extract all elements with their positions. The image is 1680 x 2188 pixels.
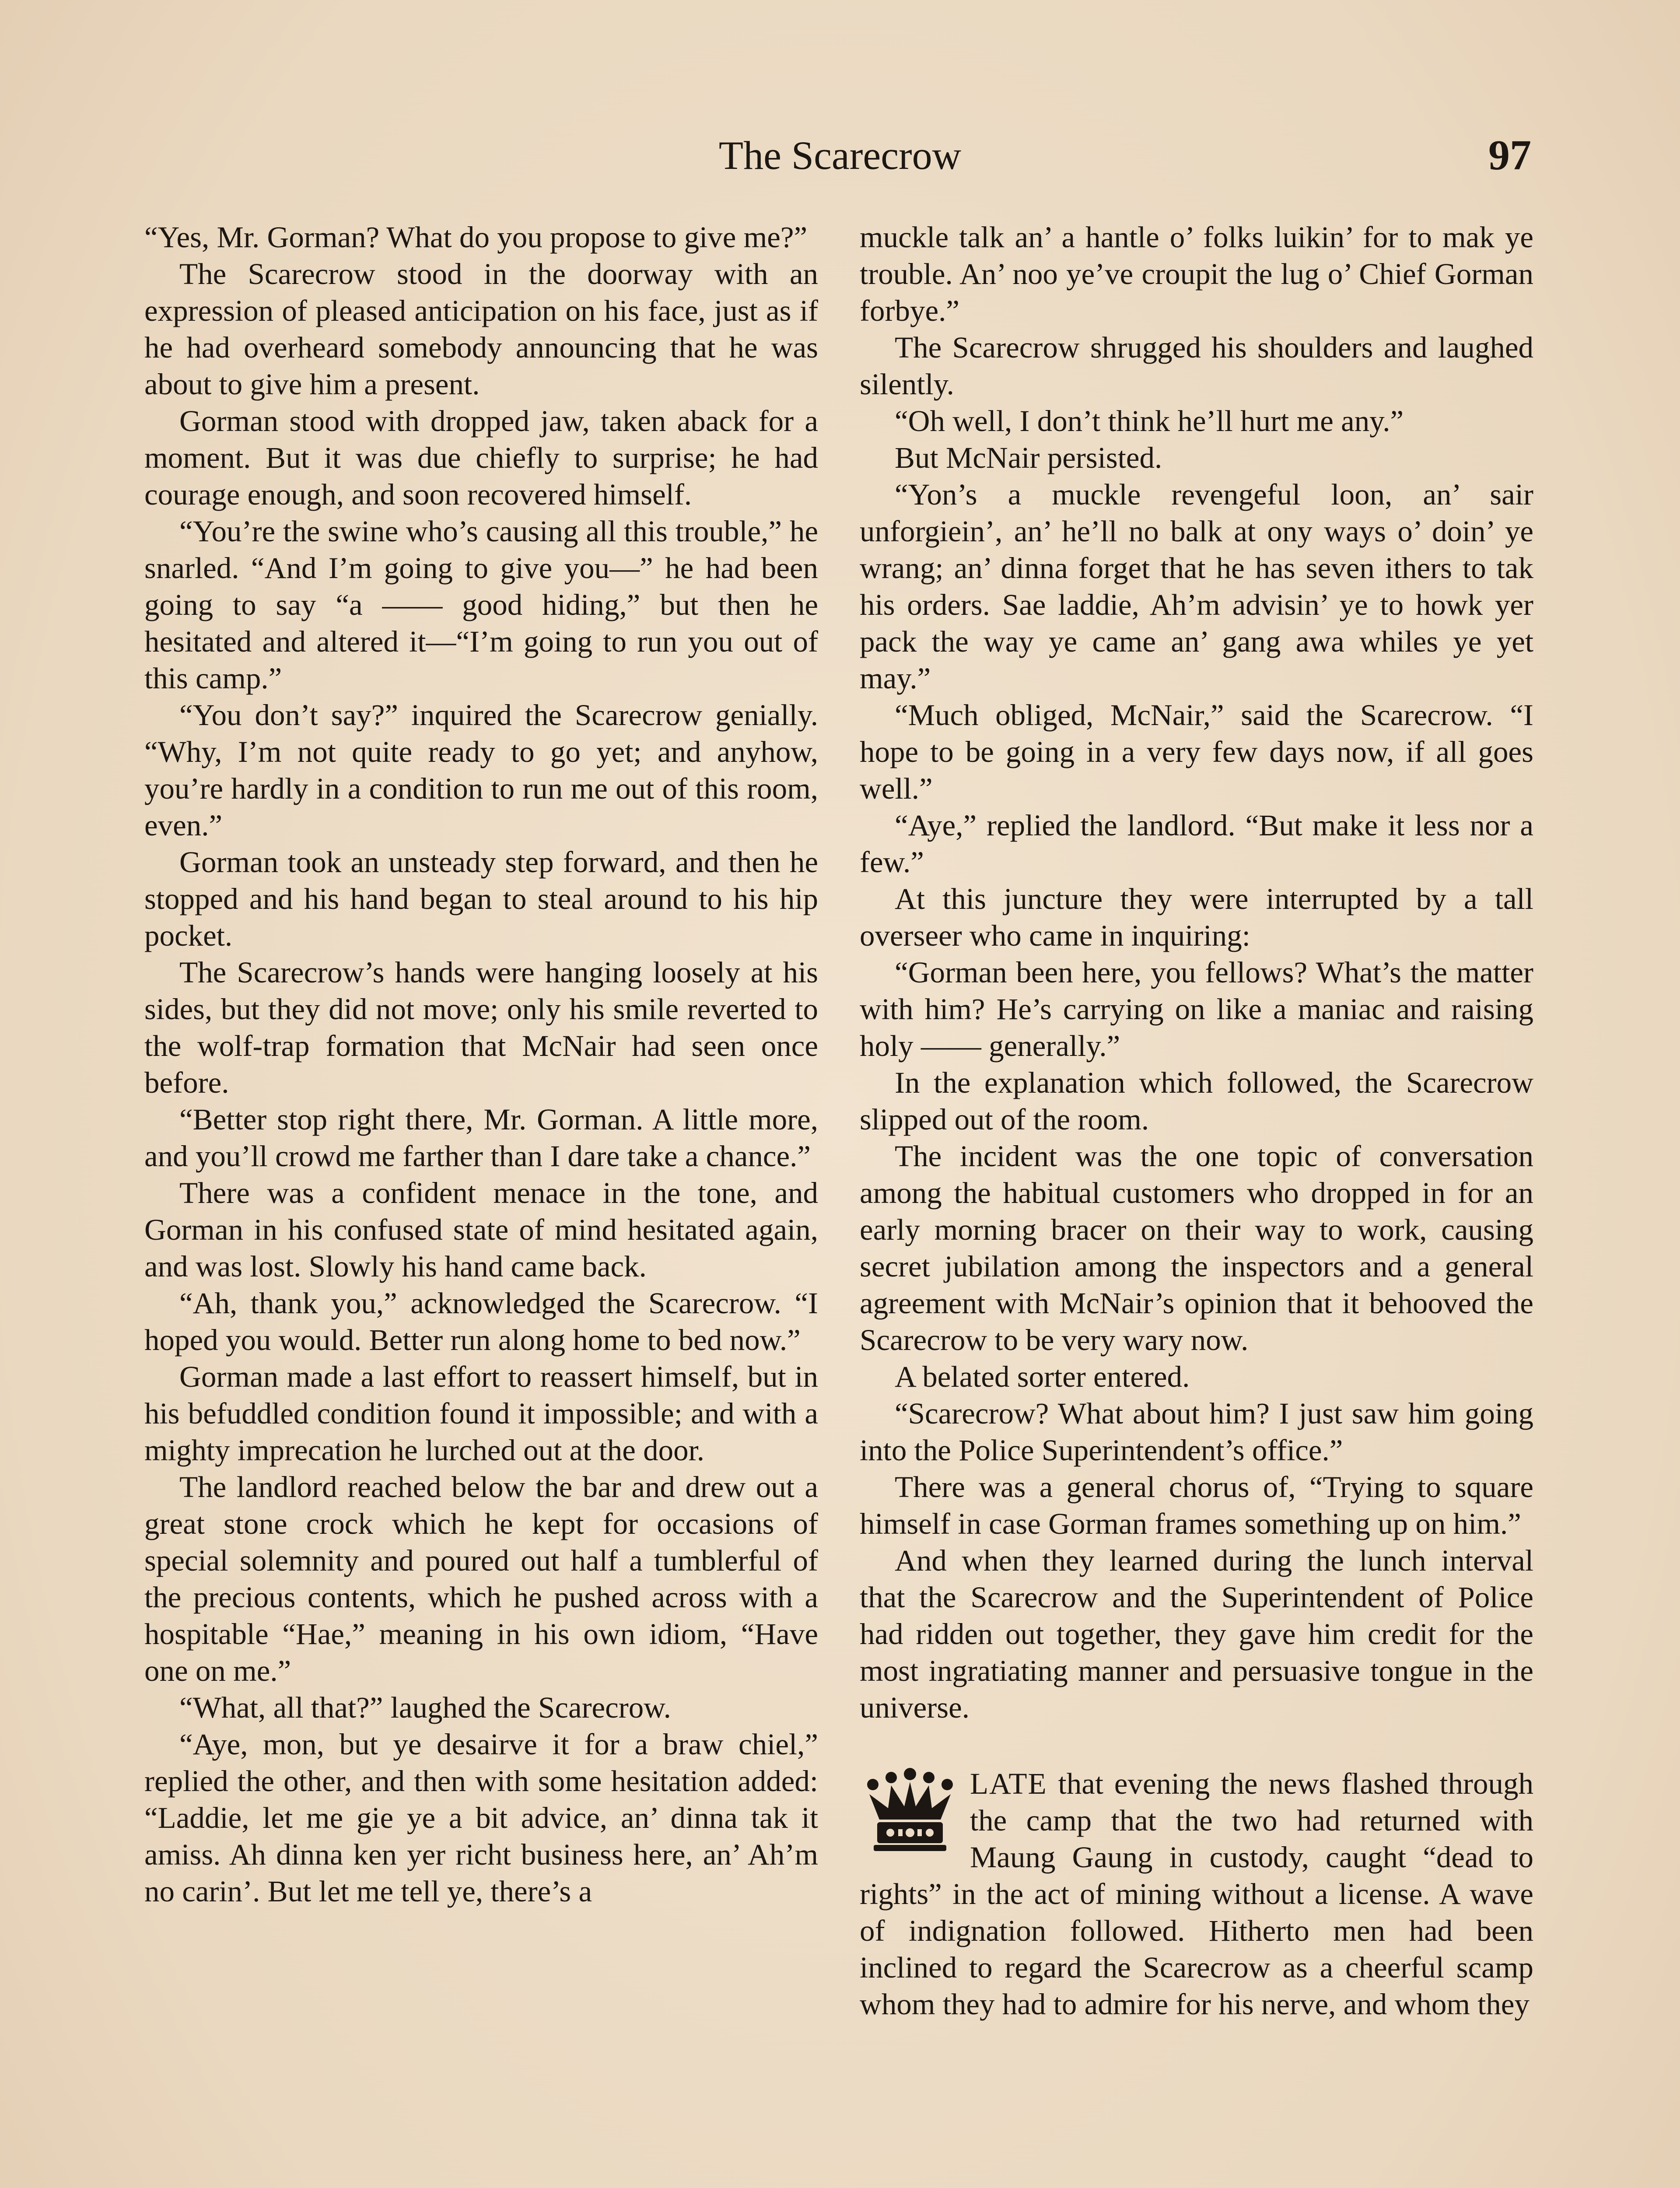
paragraph: “Yon’s a muckle revengeful loon, an’ sair unforgiein’, an’ he’ll no balk at ony ways o’ doin’ ye wrang; an’ dinna forget that he has seven ithers to tak his orders. Sae laddie, Ah’m advisin’ ye to howk yer pack the way ye came an’ gang awa whiles ye yet may.” — [860, 478, 1533, 695]
left-column — [144, 219, 818, 1910]
paragraph: At this juncture they were interrupted by a tall overseer who came in inquiring: — [860, 882, 1533, 952]
running-title: The Scarecrow — [718, 133, 962, 178]
paragraph: “You’re the swine who’s causing all this trouble,” he snarled. “And I’m going to give you—” he had been going to say “a —— good hiding,” but then he hesitated and altered it—“I’m going to run you out of this camp.” — [144, 515, 818, 695]
paragraph: “Scarecrow? What about him? I just saw him going into the Police Superintendent’s office.” — [860, 1397, 1533, 1467]
paragraph: “Oh well, I don’t think he’ll hurt me any.” — [895, 404, 1404, 438]
right-column — [860, 219, 1533, 2023]
paragraph: “You don’t say?” inquired the Scarecrow genially. “Why, I’m not quite ready to go yet; and anyhow, you’re hardly in a condition to run me out of this room, even.” — [144, 698, 818, 842]
paragraph: And when they learned during the lunch interval that the Scarecrow and the Superintendent of Police had ridden out together, they gave him credit for the most ingratiating manner and persuasive tongue in the universe. — [860, 1544, 1533, 1724]
paragraph: “What, all that?” laughed the Scarecrow. — [179, 1691, 671, 1724]
section-break — [860, 1726, 1533, 1765]
paragraph: Gorman made a last effort to reassert himself, but in his befuddled condition found it impossible; and with a mighty imprecation he lurched out at the door. — [144, 1360, 818, 1467]
paragraph: “Much obliged, McNair,” said the Scarecrow. “I hope to be going in a very few days now, if all goes well.” — [860, 698, 1533, 805]
paragraph: “Aye, mon, but ye desairve it for a braw chiel,” replied the other, and then with some hesitation added: “Laddie, let me gie ye a bit advice, an’ dinna tak it amiss. Ah dinna ken yer richt business here, an’ Ah’m no carin’. But let me tell ye, there’s a — [144, 1728, 818, 1908]
paragraph: The landlord reached below the bar and drew out a great stone crock which he kept for occasions of special solemnity and poured out half a tumblerful of the precious contents, which he pushed across with a hospitable “Hae,” meaning in his own idiom, “Have one on me.” — [144, 1470, 818, 1687]
page-number: 97 — [1488, 132, 1531, 179]
paragraph: Gorman stood with dropped jaw, taken aback for a moment. But it was due chiefly to surprise; he had courage enough, and soon recovered himself. — [144, 404, 818, 511]
page-header — [149, 127, 1531, 184]
paragraph: “Aye,” replied the landlord. “But make it less nor a few.” — [860, 809, 1533, 879]
paragraph: There was a general chorus of, “Trying to square himself in case Gorman frames something up on him.” — [860, 1470, 1533, 1540]
paragraph: A belated sorter entered. — [895, 1360, 1190, 1393]
paragraph: The Scarecrow shrugged his shoulders and laughed silently. — [860, 331, 1533, 401]
paragraph: But McNair persisted. — [895, 441, 1162, 474]
paragraph: In the explanation which followed, the Scarecrow slipped out of the room. — [860, 1066, 1533, 1136]
paragraph: There was a confident menace in the tone, and Gorman in his confused state of mind hesitated again, and was lost. Slowly his hand came back. — [144, 1176, 818, 1283]
paragraph: “Better stop right there, Mr. Gorman. A little more, and you’ll crowd me farther than I dare take a chance.” — [144, 1103, 818, 1173]
paragraph: “Gorman been here, you fellows? What’s the matter with him? He’s carrying on like a maniac and raising holy —— generally.” — [860, 956, 1533, 1062]
section-opening-paragraph — [860, 1765, 1533, 2023]
paragraph-text: that evening the news flashed through the camp that the two had returned with Maung Gaung in custody, caught “dead to rights” in the act of mining without a license. A wave of indignation followed. Hitherto men had been inclined to regard the Scarecrow as a cheerful scamp whom they had to admire for his nerve, and whom they — [860, 1767, 1533, 2021]
paragraph: “Yes, Mr. Gorman? What do you propose to give me?” — [144, 221, 808, 254]
lead-word: LATE — [970, 1767, 1047, 1800]
paragraph: The Scarecrow’s hands were hanging loosely at his sides, but they did not move; only his smile reverted to the wolf-trap formation that McNair had seen once before. — [144, 956, 818, 1099]
paragraph: Gorman took an unsteady step forward, and then he stopped and his hand began to steal around to his hip pocket. — [144, 845, 818, 952]
paragraph: The incident was the one topic of conversation among the habitual customers who dropped in for an early morning bracer on their way to work, causing secret jubilation among the inspectors and a general agreement with McNair’s opinion that it behooved the Scarecrow to be very wary now. — [860, 1140, 1533, 1357]
crown-ornament-icon — [860, 1768, 960, 1855]
paragraph: muckle talk an’ a hantle o’ folks luikin’ for to mak ye trouble. An’ noo ye’ve croupit the lug o’ Chief Gorman forbye.” — [860, 221, 1533, 327]
paragraph: The Scarecrow stood in the doorway with an expression of pleased anticipation on his face, just as if he had overheard somebody announcing that he was about to give him a present. — [144, 257, 818, 401]
paragraph: “Ah, thank you,” acknowledged the Scarecrow. “I hoped you would. Better run along home to bed now.” — [144, 1287, 818, 1357]
